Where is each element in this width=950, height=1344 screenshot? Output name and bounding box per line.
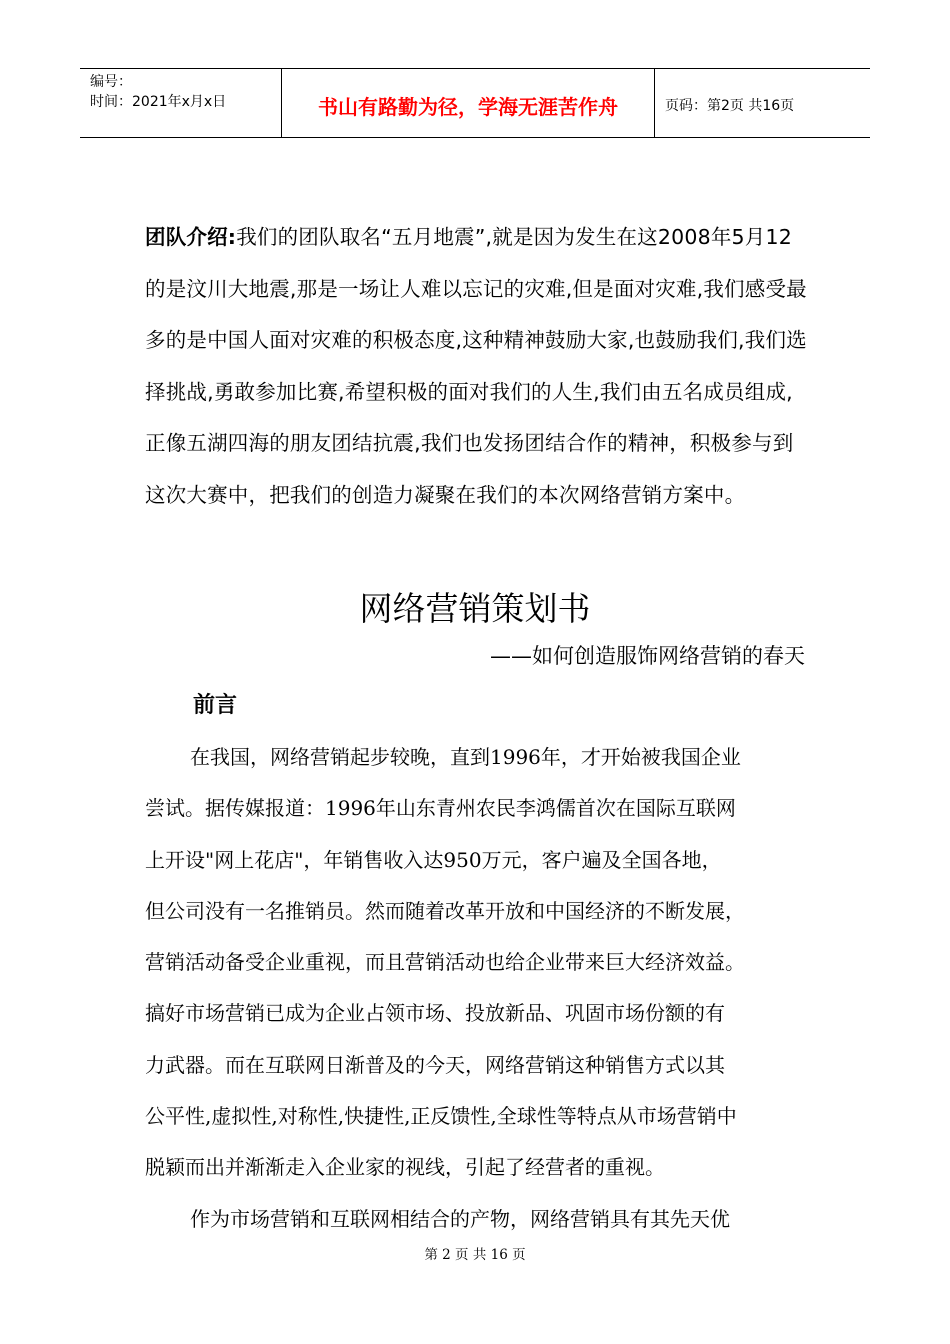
body-line: 力武器。而在互联网日渐普及的今天，网络营销这种销售方式以其 (145, 1052, 725, 1077)
header-motto: 书山有路勤为径，学海无涯苦作舟 (318, 95, 618, 119)
body-line: 营销活动备受企业重视，而且营销活动也给企业带来巨大经济效益。 (145, 950, 745, 975)
team-intro-label: 团队介绍: (145, 225, 237, 249)
body-line: 上开设"网上花店"，年销售收入达950万元，客户遍及全国各地， (145, 847, 722, 872)
body-line: 搞好市场营销已成为企业占领市场、投放新品、巩固市场份额的有 (145, 1001, 725, 1026)
document-header (80, 68, 870, 138)
body-line: 在我国，网络营销起步较晚，直到1996年，才开始被我国企业 (190, 745, 741, 769)
body-line: 脱颖而出并渐渐走入企业家的视线，引起了经营者的重视。 (145, 1155, 665, 1180)
header-meta-cell (80, 69, 282, 137)
body-line: 尝试。据传媒报道：1996年山东青州农民李鸿儒首次在国际互联网 (145, 796, 736, 821)
header-page-cell (655, 69, 870, 137)
document-title: 网络营销策划书 (359, 589, 591, 628)
document-subtitle: ——如何创造服饰网络营销的春天 (490, 644, 805, 668)
body-line: 作为市场营销和互联网相结合的产物，网络营销具有其先天优 (190, 1206, 730, 1231)
team-intro-paragraph (145, 212, 810, 522)
team-intro-text: 我们的团队取名“五月地震”,就是因为发生在这2008年5月12的是汶川大地震,那是一场让人难以忘记的灾难,但是面对灾难,我们感受最多的是中国人面对灾难的积极态度,这种精神鼓励大家,也鼓励我们,我们选择挑战,勇敢参加比赛,希望积极的面对我们的人生,我们由五名成员组成,正像五湖四海的朋友团结抗震,我们也发扬团结合作的精神，积极参与到这次大赛中，把我们的创造力凝聚在我们的本次网络营销方案中。 (145, 225, 807, 507)
header-motto-cell (282, 69, 655, 137)
body-line: 公平性,虚拟性,对称性,快捷性,正反馈性,全球性等特点从市场营销中 (145, 1104, 737, 1129)
page-footer: 第 2 页 共 16 页 (424, 1247, 526, 1263)
body-line: 但公司没有一名推销员。然而随着改革开放和中国经济的不断发展， (145, 898, 745, 923)
preface-body (145, 732, 810, 1245)
section-heading-preface: 前言 (193, 693, 238, 718)
date-line: 时间：2021年x月x日 (90, 94, 227, 110)
number-label: 编号： (90, 74, 132, 90)
header-page-info: 页码：第2页 共16页 (665, 98, 795, 114)
